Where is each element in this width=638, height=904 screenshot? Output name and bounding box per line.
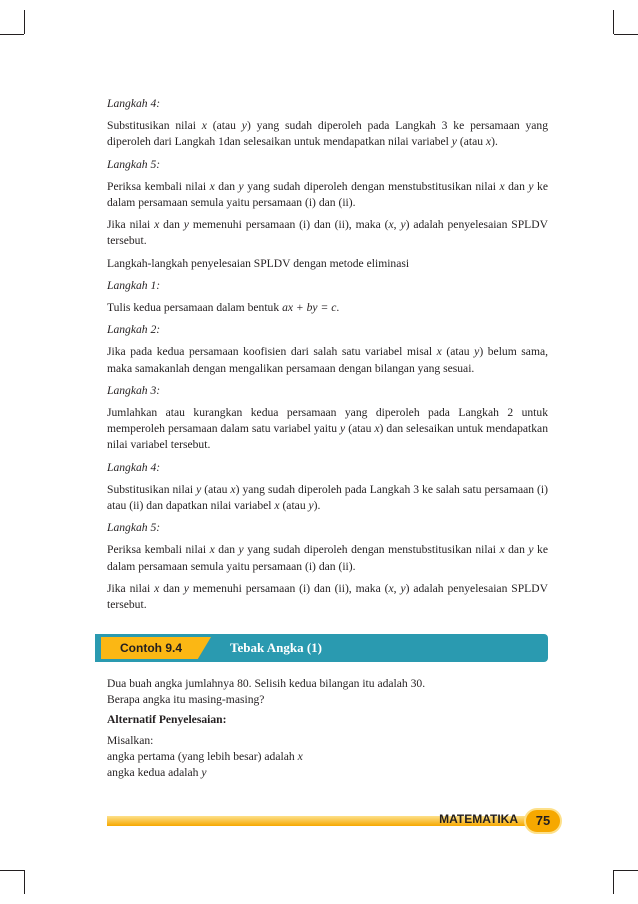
step-heading: Langkah 5:: [107, 157, 161, 171]
step-heading: Langkah 2:: [107, 323, 161, 337]
example-title: Tebak Angka (1): [230, 640, 322, 655]
page-footer: [107, 808, 562, 834]
example-banner: [95, 634, 548, 662]
main-text: [107, 96, 548, 613]
conclusion-text: Jika nilai x dan y memenuhi persamaan (i) dan (ii), maka (x, y) adalah penyelesaian SPLDV tersebut.: [107, 218, 548, 248]
step-text: Periksa kembali nilai x dan y yang sudah diperoleh dengan menstubstitusikan nilai x dan y ke dalam persamaan semula yaitu persamaan (i) dan (ii).: [107, 179, 548, 210]
step-heading: Langkah 4:: [107, 460, 161, 474]
subject-label: MATEMATIKA: [439, 812, 518, 826]
example-number: Contoh 9.4: [120, 641, 182, 655]
step-text: Jumlahkan atau kurangkan kedua persamaan yang diperoleh pada Langkah 2 untuk memperoleh persamaan dalam satu variabel yaitu y (atau x) dan selesaikan untuk mendapatkan nilai variabel tersebut.: [107, 406, 548, 452]
crop-mark: [614, 34, 638, 35]
step-text: Jika pada kedua persamaan koofisien dari salah satu variabel misal x (atau y) belum sama, maka samakanlah dengan mengalikan persamaan dengan bilangan yang sesuai.: [107, 345, 549, 375]
variable-definition: angka kedua adalah y: [107, 766, 207, 780]
step-heading: Langkah 3:: [107, 383, 161, 397]
problem-text: Dua buah angka jumlahnya 80. Selisih kedua bilangan itu adalah 30.: [107, 677, 426, 690]
crop-mark: [0, 870, 24, 871]
crop-mark: [24, 870, 25, 894]
step-text: Periksa kembali nilai x dan y yang sudah diperoleh dengan menstubstitusikan nilai x dan y ke dalam persamaan semula yaitu persamaan (i) dan (ii).: [107, 543, 548, 573]
crop-mark: [613, 870, 614, 894]
page-number: 75: [524, 808, 562, 834]
method-intro: Langkah-langkah penyelesaian SPLDV dengan metode eliminasi: [107, 256, 410, 270]
step-text: Substitusikan nilai x (atau y) yang sudah diperoleh pada Langkah 3 ke persamaan yang diperoleh dari Langkah 1dan selesaikan untuk mendapatkan nilai variabel y (atau x).: [107, 119, 549, 149]
step-heading: Langkah 1:: [107, 278, 161, 292]
step-text: Tulis kedua persamaan dalam bentuk ax + by = c.: [107, 301, 340, 315]
crop-mark: [613, 10, 614, 34]
step-heading: Langkah 5:: [107, 521, 161, 535]
step-heading: Langkah 4:: [107, 97, 161, 110]
example-text: [107, 676, 548, 785]
conclusion-text: Jika nilai x dan y memenuhi persamaan (i) dan (ii), maka (x, y) adalah penyelesaian SPLDV tersebut.: [107, 581, 548, 612]
variable-definition: angka pertama (yang lebih besar) adalah x: [107, 749, 303, 763]
crop-mark: [0, 34, 24, 35]
step-text: Substitusikan nilai y (atau x) yang sudah diperoleh pada Langkah 3 ke salah satu persamaan (i) atau (ii) dan dapatkan nilai variabel x (atau y).: [107, 482, 548, 513]
let-text: Misalkan:: [107, 733, 154, 747]
problem-question: Berapa angka itu masing-masing?: [107, 693, 265, 707]
solution-heading: Alternatif Penyelesaian:: [107, 713, 227, 727]
crop-mark: [614, 870, 638, 871]
crop-mark: [24, 10, 25, 34]
